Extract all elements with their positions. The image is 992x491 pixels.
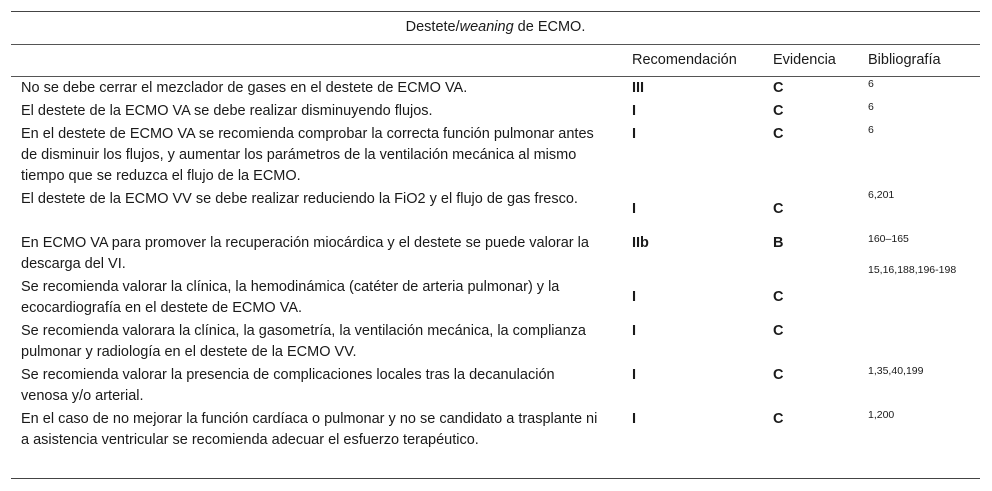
row-recommendation: I	[632, 201, 637, 217]
row-bibliography: 160–165	[868, 233, 909, 245]
title-italic-word: weaning	[459, 19, 514, 35]
row-text: En el caso de no mejorar la función cardíaca o pulmonar y no se candidato a trasplante ni a asistencia ventricular se recomienda adecuar el esfuerzo terapéutico.	[21, 411, 598, 448]
header-recommendation: Recomendación	[632, 52, 737, 68]
row-evidence: C	[773, 80, 784, 96]
row-recommendation: I	[632, 103, 637, 119]
row-recommendation: I	[632, 367, 637, 383]
row-text: El destete de la ECMO VA se debe realizar disminuyendo flujos.	[21, 103, 433, 119]
row-text: Se recomienda valorar la presencia de complicaciones locales tras la decanulación venosa y/o arterial.	[21, 367, 555, 404]
row-bibliography: 6	[868, 124, 874, 136]
row-evidence: B	[773, 235, 784, 251]
row-evidence: C	[773, 103, 784, 119]
header-evidence: Evidencia	[773, 52, 836, 68]
row-bibliography: 15,16,188,196-198	[868, 264, 957, 276]
row-evidence: C	[773, 201, 784, 217]
row-recommendation: I	[632, 411, 637, 427]
row-text: Se recomienda valorar la clínica, la hemodinámica (catéter de arteria pulmonar) y la ecocardiografía en el destete de ECMO VA.	[21, 279, 560, 316]
table-title: Destete/weaning de ECMO.	[405, 19, 586, 35]
row-recommendation: IIb	[632, 235, 649, 251]
row-bibliography: 1,200	[868, 409, 895, 421]
row-bibliography: 6,201	[868, 189, 895, 201]
row-recommendation: I	[632, 323, 637, 339]
row-text: En el destete de ECMO VA se recomienda comprobar la correcta función pulmonar antes de disminuir los flujos, y aumentar los parámetros de la ventilación mecánica al mismo tiempo que se reduzca el flujo de la ECMO.	[21, 126, 594, 184]
row-recommendation: I	[632, 126, 637, 142]
row-evidence: C	[773, 411, 784, 427]
row-text: Se recomienda valorara la clínica, la gasometría, la ventilación mecánica, la complianza pulmonar y radiología en el destete de la ECMO VV.	[21, 323, 586, 360]
row-evidence: C	[773, 126, 784, 142]
row-evidence: C	[773, 289, 784, 305]
row-text: No se debe cerrar el mezclador de gases en el destete de ECMO VA.	[21, 80, 468, 96]
header-rule	[11, 76, 980, 77]
row-recommendation: I	[632, 289, 637, 305]
row-evidence: C	[773, 367, 784, 383]
row-bibliography: 6	[868, 101, 874, 113]
row-evidence: C	[773, 323, 784, 339]
row-text: El destete de la ECMO VV se debe realizar reduciendo la FiO2 y el flujo de gas fresco.	[21, 191, 578, 207]
row-bibliography: 6	[868, 78, 874, 90]
row-bibliography: 1,35,40,199	[868, 365, 924, 377]
header-bibliography: Bibliografía	[868, 52, 941, 68]
row-text: En ECMO VA para promover la recuperación miocárdica y el destete se puede valorar la descarga del VI.	[21, 235, 589, 272]
table-bottom-rule	[11, 478, 980, 479]
row-recommendation: III	[632, 80, 645, 96]
